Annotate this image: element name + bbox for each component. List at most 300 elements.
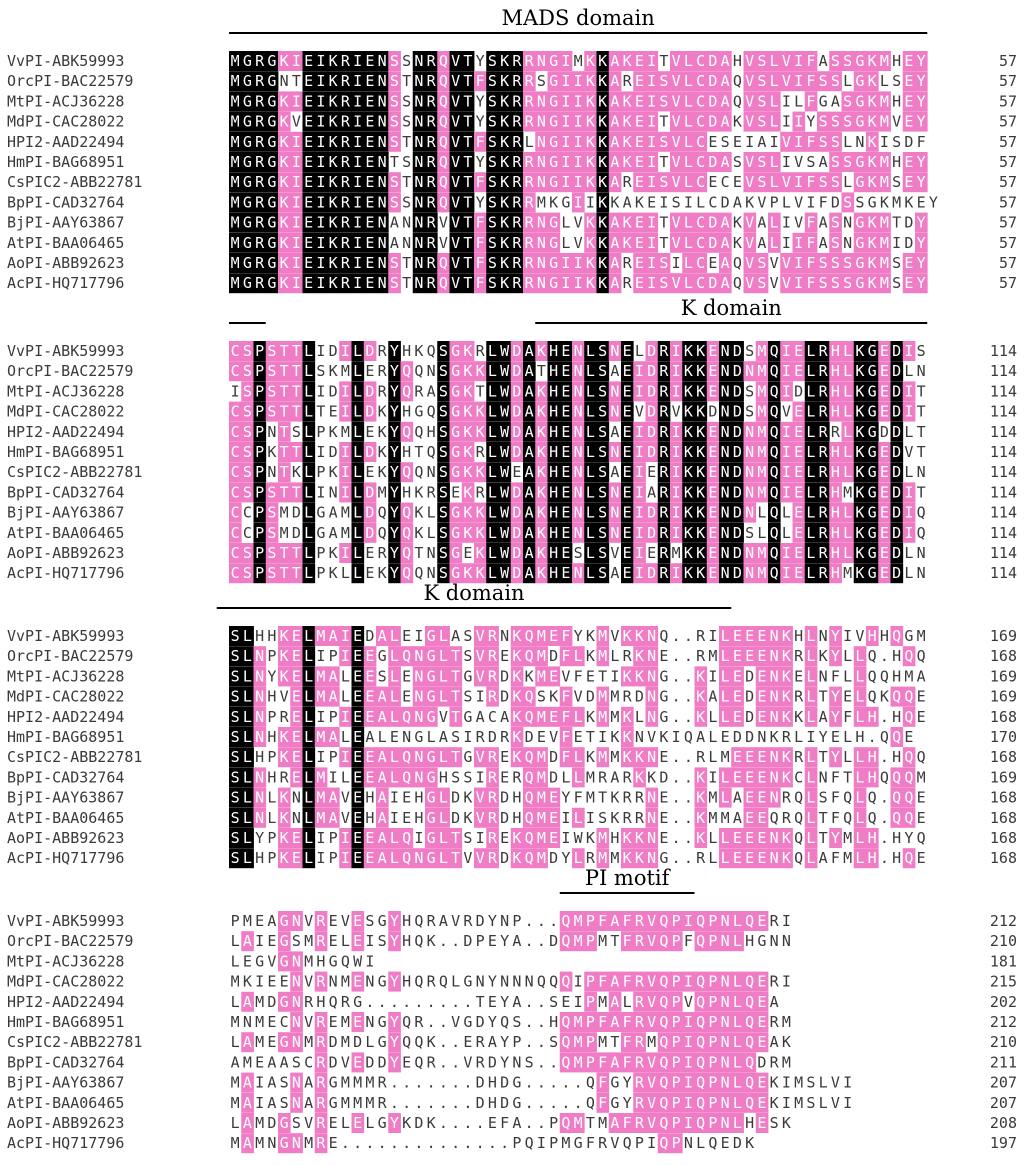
residue: M: [879, 274, 889, 293]
residue: I: [843, 1093, 853, 1112]
residue: Q: [414, 932, 424, 951]
residue: Q: [524, 829, 534, 847]
residue: K: [683, 564, 693, 583]
residue: T: [463, 193, 473, 212]
residue: G: [267, 213, 277, 232]
residue: K: [377, 463, 387, 482]
residue: S: [438, 564, 448, 583]
residue: L: [904, 544, 914, 562]
residue: K: [904, 193, 914, 212]
residue: T: [279, 443, 289, 461]
residue: I: [230, 382, 240, 401]
residue: L: [708, 748, 718, 767]
residue: V: [745, 153, 755, 171]
residue-count: 57: [998, 72, 1017, 91]
residue: T: [463, 92, 473, 111]
residue: .: [536, 1114, 546, 1132]
residue: M: [230, 52, 240, 70]
residue: R: [659, 342, 669, 360]
residue: A: [242, 1114, 252, 1132]
residue: R: [255, 173, 265, 192]
residue: T: [451, 687, 461, 706]
residue: H: [487, 1093, 497, 1112]
residue: E: [304, 274, 314, 293]
residue: K: [463, 503, 473, 522]
residue: Q: [745, 1013, 755, 1031]
residue: F: [598, 912, 608, 930]
residue: A: [279, 1053, 289, 1072]
residue: V: [781, 254, 791, 272]
residue: G: [426, 768, 436, 787]
residue: R: [414, 382, 424, 401]
residue: P: [255, 523, 265, 542]
residue: I: [794, 254, 804, 272]
residue: P: [255, 342, 265, 360]
residue: G: [316, 523, 326, 542]
residue: .: [402, 1073, 412, 1092]
residue: E: [353, 829, 363, 847]
residue: E: [916, 788, 926, 807]
residue: K: [463, 808, 473, 827]
residue: N: [536, 173, 546, 192]
residue: V: [647, 912, 657, 930]
residue: N: [745, 422, 755, 441]
residue: S: [487, 274, 497, 293]
residue: I: [781, 972, 791, 991]
residue: M: [610, 687, 620, 706]
residue: R: [659, 503, 669, 522]
residue: M: [892, 193, 902, 212]
residue: K: [867, 274, 877, 293]
residue: I: [647, 132, 657, 151]
residue: C: [230, 503, 240, 522]
residue: C: [230, 443, 240, 461]
residue: E: [402, 788, 412, 807]
residue: Q: [659, 1093, 669, 1112]
residue: V: [451, 233, 461, 252]
residue: .: [402, 1134, 412, 1153]
residue: E: [353, 912, 363, 930]
residue: Y: [622, 1073, 632, 1092]
residue: C: [242, 503, 252, 522]
residue: K: [279, 112, 289, 131]
residue: Q: [769, 362, 779, 381]
residue: S: [438, 382, 448, 401]
residue: I: [683, 1073, 693, 1092]
residue: .: [438, 1073, 448, 1092]
residue: G: [267, 153, 277, 171]
alignment-block: [7, 866, 1017, 1153]
sequence-row: [7, 51, 1017, 71]
residue: .: [524, 992, 534, 1011]
residue: R: [818, 523, 828, 542]
residue: L: [806, 342, 816, 360]
residue: H: [879, 627, 889, 645]
sequence-row: [7, 192, 1017, 212]
residue: S: [598, 342, 608, 360]
residue: D: [732, 382, 742, 401]
residue: K: [683, 402, 693, 421]
residue: Y: [389, 912, 399, 930]
residue: M: [610, 748, 620, 767]
residue: S: [659, 132, 669, 151]
residue: A: [377, 687, 387, 706]
residue: K: [781, 849, 791, 868]
residue: K: [279, 193, 289, 212]
residue: .: [561, 1093, 571, 1112]
residue: Y: [389, 544, 399, 562]
residue: I: [414, 829, 424, 847]
residue: D: [512, 422, 522, 441]
residue: .: [365, 1134, 375, 1153]
sequence-name: MdPI-CAC28022: [7, 972, 125, 991]
residue: Q: [659, 1114, 669, 1132]
residue: M: [536, 647, 546, 666]
residue: Q: [524, 1134, 534, 1153]
residue: I: [794, 112, 804, 131]
residue: Q: [402, 768, 412, 787]
residue: K: [794, 707, 804, 726]
residue: A: [757, 132, 767, 151]
residue: C: [487, 707, 497, 726]
residue: L: [353, 443, 363, 461]
residue: K: [328, 213, 338, 232]
residue: T: [818, 748, 828, 767]
residue: L: [806, 768, 816, 787]
residue: A: [512, 1114, 522, 1132]
residue: H: [549, 483, 559, 502]
residue: N: [255, 788, 265, 807]
residue: I: [634, 544, 644, 562]
residue: S: [451, 728, 461, 746]
residue: H: [549, 544, 559, 562]
sequence-row: [7, 523, 1017, 543]
residue: K: [683, 503, 693, 522]
residue: L: [353, 463, 363, 482]
residue: L: [806, 523, 816, 542]
residue: I: [328, 768, 338, 787]
residue: N: [769, 932, 779, 951]
residue: T: [916, 422, 926, 441]
residue: A: [328, 687, 338, 706]
residue: I: [365, 952, 375, 971]
sequence-residues: [229, 687, 926, 707]
residue: I: [340, 627, 350, 645]
residue: L: [683, 274, 693, 293]
residue: P: [708, 1053, 718, 1072]
residue: K: [500, 213, 510, 232]
residue: I: [647, 254, 657, 272]
residue: Y: [916, 92, 926, 111]
residue: I: [659, 193, 669, 212]
residue: K: [696, 564, 706, 583]
residue: R: [512, 92, 522, 111]
residue: D: [892, 382, 902, 401]
residue: M: [230, 1093, 240, 1112]
residue: S: [757, 173, 767, 192]
residue: N: [291, 912, 301, 930]
residue: V: [647, 728, 657, 746]
residue: D: [720, 193, 730, 212]
residue: D: [732, 463, 742, 482]
residue: L: [696, 1134, 706, 1153]
residue: L: [426, 728, 436, 746]
residue: D: [892, 422, 902, 441]
residue: E: [561, 544, 571, 562]
domain-label: PI motif: [584, 866, 670, 890]
residue: R: [316, 1073, 326, 1092]
residue: F: [830, 808, 840, 827]
residue: E: [365, 52, 375, 70]
residue: F: [585, 1134, 595, 1153]
residue: P: [316, 463, 326, 482]
residue: Q: [843, 788, 853, 807]
residue: M: [365, 1093, 375, 1112]
residue: E: [365, 687, 375, 706]
residue: I: [781, 153, 791, 171]
residue: E: [573, 728, 583, 746]
residue: E: [304, 233, 314, 252]
residue: K: [291, 463, 301, 482]
residue: T: [843, 768, 853, 787]
residue: E: [879, 342, 889, 360]
residue: K: [585, 274, 595, 293]
residue: H: [414, 808, 424, 827]
sequence-row: [7, 747, 1017, 767]
residue: I: [794, 132, 804, 151]
sequence-residues: [229, 808, 926, 828]
residue: M: [304, 952, 314, 971]
residue: N: [769, 707, 779, 726]
residue: L: [353, 402, 363, 421]
residue: H: [830, 382, 840, 401]
residue: R: [634, 932, 644, 951]
residue: R: [316, 1053, 326, 1072]
residue: M: [340, 362, 350, 381]
residue: V: [340, 912, 350, 930]
residue: R: [512, 274, 522, 293]
residue: W: [500, 463, 510, 482]
residue: E: [732, 707, 742, 726]
residue: M: [230, 274, 240, 293]
residue: I: [291, 52, 301, 70]
residue: Q: [402, 1033, 412, 1052]
residue: Q: [438, 972, 448, 991]
residue: L: [304, 382, 314, 401]
residue: F: [475, 173, 485, 192]
residue: V: [634, 402, 644, 421]
sequence-residues: [229, 482, 926, 502]
residue: A: [610, 132, 620, 151]
residue: H: [549, 523, 559, 542]
residue: G: [904, 627, 914, 645]
residue: L: [855, 788, 865, 807]
residue: K: [536, 382, 546, 401]
residue: R: [426, 213, 436, 232]
residue: L: [242, 667, 252, 686]
residue: K: [475, 402, 485, 421]
residue: R: [512, 213, 522, 232]
residue: N: [573, 402, 583, 421]
residue: I: [573, 132, 583, 151]
residue: R: [340, 72, 350, 91]
sequence-name: AoPI-ABB92623: [7, 254, 125, 272]
residue: T: [291, 382, 301, 401]
residue: H: [830, 402, 840, 421]
residue: L: [365, 1033, 375, 1052]
residue: R: [524, 72, 534, 91]
residue: M: [757, 342, 767, 360]
residue: K: [328, 233, 338, 252]
residue: T: [279, 342, 289, 360]
residue: L: [843, 173, 853, 192]
residue-count: 57: [998, 233, 1017, 252]
residue: H: [549, 402, 559, 421]
residue: Y: [389, 402, 399, 421]
residue: I: [904, 503, 914, 522]
residue: D: [708, 112, 718, 131]
residue: R: [340, 233, 350, 252]
residue: T: [659, 112, 669, 131]
residue: L: [561, 213, 571, 232]
residue: E: [267, 932, 277, 951]
residue: N: [647, 647, 657, 666]
residue: I: [904, 402, 914, 421]
residue: E: [757, 1093, 767, 1112]
residue: I: [683, 1033, 693, 1052]
residue: M: [255, 1033, 265, 1052]
residue: S: [438, 342, 448, 360]
residue: M: [879, 254, 889, 272]
residue: P: [255, 362, 265, 381]
residue: N: [377, 132, 387, 151]
residue: F: [622, 1053, 632, 1072]
residue: S: [267, 362, 277, 381]
residue: N: [573, 362, 583, 381]
residue: N: [255, 707, 265, 726]
residue: S: [291, 1053, 301, 1072]
residue: F: [561, 647, 571, 666]
residue: M: [230, 92, 240, 111]
residue: R: [818, 463, 828, 482]
residue: G: [867, 564, 877, 583]
residue: E: [365, 829, 375, 847]
residue: G: [242, 254, 252, 272]
sequence-row: [7, 992, 1017, 1012]
residue: Y: [830, 647, 840, 666]
residue: R: [622, 274, 632, 293]
residue: L: [732, 932, 742, 951]
residue: F: [622, 972, 632, 991]
residue: .: [536, 1073, 546, 1092]
residue: N: [916, 544, 926, 562]
residue: A: [524, 443, 534, 461]
sequence-row: [7, 381, 1017, 401]
residue: D: [291, 503, 301, 522]
sequence-row: [7, 253, 1017, 273]
residue: R: [512, 112, 522, 131]
residue: V: [647, 1053, 657, 1072]
residue: A: [242, 1093, 252, 1112]
residue: N: [610, 443, 620, 461]
residue: G: [549, 254, 559, 272]
sequence-name: OrcPI-BAC22579: [7, 647, 134, 666]
residue: H: [830, 544, 840, 562]
residue: K: [696, 483, 706, 502]
residue: K: [585, 254, 595, 272]
residue: R: [475, 483, 485, 502]
residue: M: [879, 173, 889, 192]
residue: S: [843, 274, 853, 293]
residue: K: [634, 768, 644, 787]
sequence-residues: [229, 707, 926, 727]
residue: F: [818, 193, 828, 212]
residue: S: [598, 443, 608, 461]
residue: .: [683, 667, 693, 686]
residue: G: [867, 382, 877, 401]
residue: F: [916, 132, 926, 151]
residue: E: [622, 564, 632, 583]
sequence-row: [7, 828, 1017, 848]
residue: .: [683, 768, 693, 787]
residue: L: [683, 254, 693, 272]
residue: Q: [904, 808, 914, 827]
residue: Q: [892, 687, 902, 706]
residue: S: [598, 422, 608, 441]
residue: Q: [438, 92, 448, 111]
residue: E: [353, 972, 363, 991]
residue: L: [561, 768, 571, 787]
residue: R: [426, 153, 436, 171]
residue: N: [414, 667, 424, 686]
residue: I: [794, 173, 804, 192]
residue: E: [279, 972, 289, 991]
residue: D: [892, 402, 902, 421]
residue: K: [855, 362, 865, 381]
residue: R: [524, 52, 534, 70]
sequence-residues: [231, 1073, 853, 1093]
residue: G: [855, 213, 865, 232]
residue: Q: [769, 402, 779, 421]
residue: R: [377, 382, 387, 401]
residue: D: [549, 748, 559, 767]
residue: W: [500, 483, 510, 502]
residue: N: [647, 748, 657, 767]
residue: E: [732, 829, 742, 847]
residue: G: [267, 254, 277, 272]
residue: T: [316, 402, 326, 421]
residue-count: 197: [989, 1134, 1017, 1153]
residue: C: [230, 362, 240, 381]
residue-count: 114: [989, 544, 1017, 562]
residue: E: [732, 748, 742, 767]
residue: I: [708, 667, 718, 686]
residue: L: [769, 233, 779, 252]
residue: K: [328, 112, 338, 131]
residue: E: [732, 173, 742, 192]
residue: A: [757, 233, 767, 252]
sequence-row: [7, 931, 1017, 951]
residue: Y: [830, 627, 840, 645]
residue: P: [255, 443, 265, 461]
residue: E: [328, 912, 338, 930]
residue: Q: [585, 1073, 595, 1092]
residue: E: [720, 1134, 730, 1153]
residue: P: [512, 1134, 522, 1153]
residue: E: [904, 92, 914, 111]
residue: D: [365, 402, 375, 421]
residue: N: [377, 112, 387, 131]
